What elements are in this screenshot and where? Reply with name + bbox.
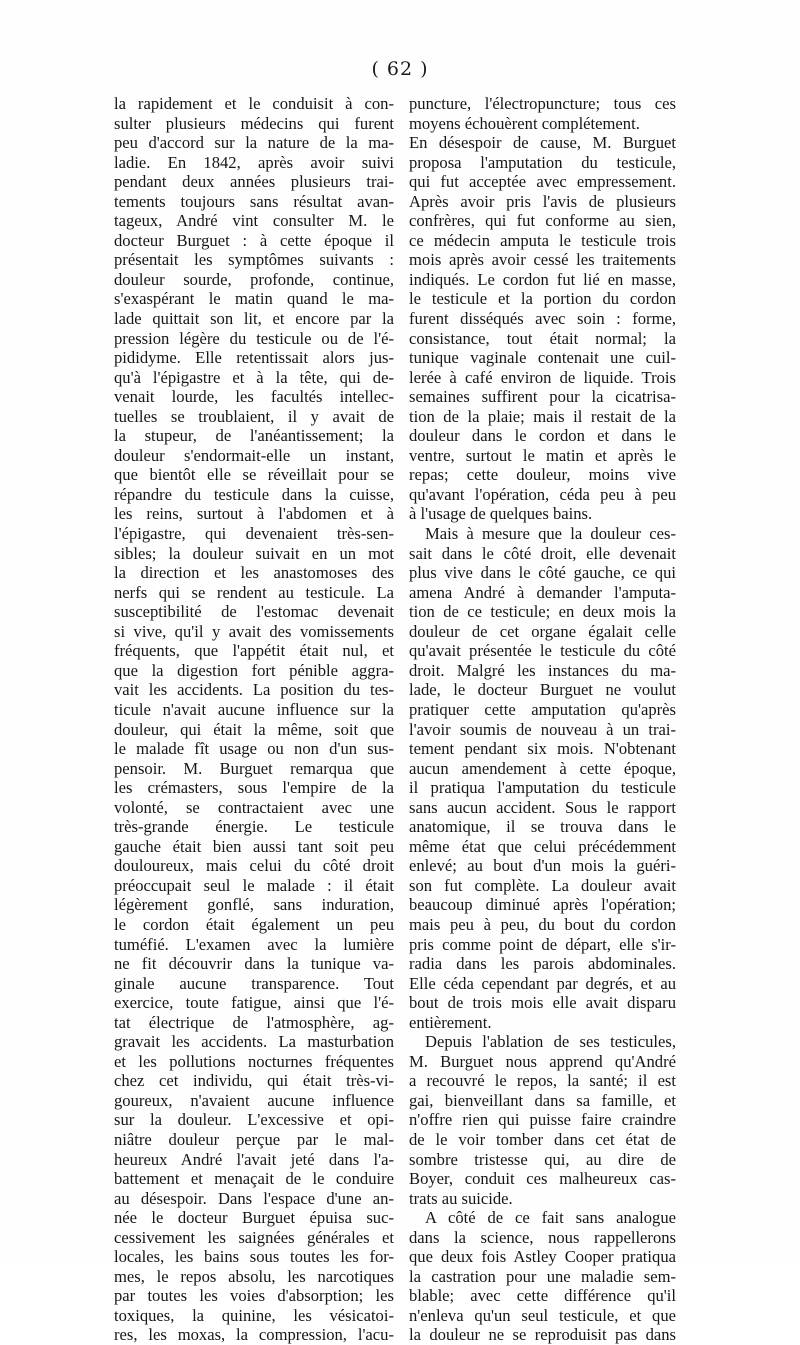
text-line: mes, le repos absolu, les narcotiques xyxy=(114,1266,394,1286)
text-line: la castration pour une maladie sem- xyxy=(409,1266,676,1286)
text-line: l'avoir soumis de nouveau à un trai- xyxy=(409,719,676,739)
text-line: proposa l'amputation du testicule, xyxy=(409,152,676,172)
text-line: au désespoir. Dans l'espace d'une an- xyxy=(114,1188,394,1208)
text-line: lade quittait son lit, et encore par la xyxy=(114,309,394,329)
text-line: bout de trois mois elle avait disparu xyxy=(409,993,676,1013)
text-line: radia dans les parois abdominales. xyxy=(409,954,676,974)
text-line: susceptibilité de l'estomac devenait xyxy=(114,602,394,622)
text-line: M. Burguet nous apprend qu'André xyxy=(409,1051,676,1071)
text-line: que bientôt elle se réveillait pour se xyxy=(114,465,394,485)
text-line: sibles; la douleur suivait en un mot xyxy=(114,543,394,563)
text-line: la douleur ne se reproduisit pas dans xyxy=(409,1325,676,1345)
text-line: douleur de cet organe égalait celle xyxy=(409,621,676,641)
text-line: heureux André l'avait jeté dans l'a- xyxy=(114,1149,394,1169)
text-line: et les pollutions nocturnes fréquentes xyxy=(114,1051,394,1071)
text-line: cessivement les saignées générales et xyxy=(114,1227,394,1247)
text-line: tement pendant six mois. N'obtenant xyxy=(409,739,676,759)
text-line: Boyer, conduit ces malheureux cas- xyxy=(409,1169,676,1189)
text-line: aucun amendement à cette époque, xyxy=(409,758,676,778)
text-line: sulter plusieurs médecins qui furent xyxy=(114,113,394,133)
text-line: tageux, André vint consulter M. le xyxy=(114,211,394,231)
text-line: pensoir. M. Burguet remarqua que xyxy=(114,758,394,778)
text-line: très-grande énergie. Le testicule xyxy=(114,817,394,837)
text-line: ticule n'avait aucune influence sur la xyxy=(114,699,394,719)
text-line: mais peu à peu, du bout du cordon xyxy=(409,914,676,934)
text-line: la stupeur, de l'anéantissement; la xyxy=(114,426,394,446)
text-line: de le voir tomber dans cet état de xyxy=(409,1129,676,1149)
text-line: res, les moxas, la compression, l'acu- xyxy=(114,1325,394,1345)
text-line: blable; avec cette différence qu'il xyxy=(409,1286,676,1306)
text-line: trats au suicide. xyxy=(409,1188,513,1208)
text-line: vait les accidents. La position du tes- xyxy=(114,680,394,700)
text-line: gai, bienveillant dans sa famille, et xyxy=(409,1090,676,1110)
text-line: il pratiqua l'amputation du testicule xyxy=(409,778,676,798)
text-line: qui fut acceptée avec empressement. xyxy=(409,172,676,192)
text-line: la direction et les anastomoses des xyxy=(114,563,394,583)
text-line: même état que celui précédemment xyxy=(409,836,676,856)
text-line: sur la douleur. L'excessive et opi- xyxy=(114,1110,394,1130)
text-line: En désespoir de cause, M. Burguet xyxy=(409,133,676,153)
text-line: entièrement. xyxy=(409,1012,492,1032)
text-line: tements toujours sans résultat avan- xyxy=(114,191,394,211)
text-line: ventre, surtout le matin et après le xyxy=(409,445,676,465)
text-line: Après avoir pris l'avis de plusieurs xyxy=(409,191,676,211)
text-line: son fut complète. La douleur avait xyxy=(409,875,676,895)
text-line: anatomique, il se trouva dans le xyxy=(409,817,676,837)
text-line: furent disséqués avec soin : forme, xyxy=(409,309,676,329)
text-line: amena André à demander l'amputa- xyxy=(409,582,676,602)
text-line: le testicule et la portion du cordon xyxy=(409,289,676,309)
text-line: volonté, se contractaient avec une xyxy=(114,797,394,817)
page-number: ( 62 ) xyxy=(371,58,429,80)
text-line: pression légère du testicule ou de l'é- xyxy=(114,328,394,348)
text-line: sans aucun accident. Sous le rapport xyxy=(409,797,676,817)
text-line: tion de la plaie; mais il restait de la xyxy=(409,406,676,426)
text-line: n'enleva qu'un seul testicule, et que xyxy=(409,1305,676,1325)
text-line: pididyme. Elle retentissait alors jus- xyxy=(114,348,394,368)
text-line: indiqués. Le cordon fut lié en masse, xyxy=(409,269,676,289)
text-line: le cordon était également un peu xyxy=(114,914,394,934)
text-line: douleur sourde, profonde, continue, xyxy=(114,269,394,289)
text-line: docteur Burguet : à cette époque il xyxy=(114,230,394,250)
text-line: tunique vaginale contenait une cuil- xyxy=(409,348,676,368)
text-line: chez cet individu, qui était très-vi- xyxy=(114,1071,394,1091)
text-line: qu'avait présentée le testicule du côté xyxy=(409,641,676,661)
text-line: à l'usage de quelques bains. xyxy=(409,504,593,524)
text-line: ginale aucune transparence. Tout xyxy=(114,973,394,993)
text-line: plus vive dans le côté gauche, ce qui xyxy=(409,563,676,583)
text-line: n'offre rien qui puisse faire craindre xyxy=(409,1110,676,1130)
text-line: douloureux, mais celui du côté droit xyxy=(114,856,394,876)
right-text-column xyxy=(409,94,676,1345)
text-line: beaucoup diminué après l'opération; xyxy=(409,895,676,915)
text-line: battement et menaçait de le conduire xyxy=(114,1169,394,1189)
text-line: tuméfié. L'examen avec la lumière xyxy=(114,934,394,954)
text-line: semaines suffirent pour la cicatrisa- xyxy=(409,387,676,407)
text-line: la rapidement et le conduisit à con- xyxy=(114,94,394,113)
text-line: présentait les symptômes suivants : xyxy=(114,250,394,270)
text-line: venait lourde, les facultés intellec- xyxy=(114,387,394,407)
text-line: gravait les accidents. La masturbation xyxy=(114,1032,394,1052)
text-line: douleur, qui était la même, soit que xyxy=(114,719,394,739)
text-line: Depuis l'ablation de ses testicules, xyxy=(425,1032,676,1052)
text-line: A côté de ce fait sans analogue xyxy=(425,1208,676,1228)
text-line: toxiques, la quinine, les vésicatoi- xyxy=(114,1305,394,1325)
text-line: consistance, tout était normal; la xyxy=(409,328,676,348)
text-line: tuelles se troublaient, il y avait de xyxy=(114,406,394,426)
text-line: nerfs qui se rendent au testicule. La xyxy=(114,582,394,602)
text-line: mois après avoir cessé les traitements xyxy=(409,250,676,270)
text-line: douleur dans le cordon et dans le xyxy=(409,426,676,446)
text-line: répandre du testicule dans la cuisse, xyxy=(114,484,394,504)
text-line: le malade fît usage ou non d'un sus- xyxy=(114,739,394,759)
text-line: ce médecin amputa le testicule trois xyxy=(409,230,676,250)
text-line: droit. Malgré les instances du ma- xyxy=(409,660,676,680)
text-line: que la digestion fort pénible aggra- xyxy=(114,660,394,680)
text-line: les crémasters, sous l'empire de la xyxy=(114,778,394,798)
text-line: si vive, qu'il y avait des vomissements xyxy=(114,621,394,641)
text-line: lerée à café environ de liquide. Trois xyxy=(409,367,676,387)
text-line: peu d'accord sur la nature de la ma- xyxy=(114,133,394,153)
text-line: pendant deux années plusieurs trai- xyxy=(114,172,394,192)
text-line: sombre tristesse qui, au dire de xyxy=(409,1149,676,1169)
text-line: a recouvré le repos, la santé; il est xyxy=(409,1071,676,1091)
text-line: niâtre douleur perçue par le mal- xyxy=(114,1129,394,1149)
text-line: lade, le docteur Burguet ne voulut xyxy=(409,680,676,700)
text-line: née le docteur Burguet épuisa suc- xyxy=(114,1208,394,1228)
text-line: les reins, surtout à l'abdomen et à xyxy=(114,504,394,524)
text-line: préoccupait seul le malade : il était xyxy=(114,875,394,895)
text-line: repas; cette douleur, moins vive xyxy=(409,465,676,485)
text-line: par toutes les voies d'absorption; les xyxy=(114,1286,394,1306)
text-line: s'exaspérant le matin quand le ma- xyxy=(114,289,394,309)
text-line: légèrement gonflé, sans induration, xyxy=(114,895,394,915)
text-line: pris comme point de départ, elle s'ir- xyxy=(409,934,676,954)
text-line: ladie. En 1842, après avoir suivi xyxy=(114,152,394,172)
text-line: moyens échouèrent complétement. xyxy=(409,113,640,133)
text-line: ne fit découvrir dans la tunique va- xyxy=(114,954,394,974)
text-line: puncture, l'électropuncture; tous ces xyxy=(409,94,676,113)
text-line: dans la science, nous rappellerons xyxy=(409,1227,676,1247)
text-line: fréquents, que l'appétit était nul, et xyxy=(114,641,394,661)
text-line: gauche était bien aussi tant soit peu xyxy=(114,836,394,856)
text-line: douleur s'endormait-elle un instant, xyxy=(114,445,394,465)
text-line: qu'à l'épigastre et à la tête, qui de- xyxy=(114,367,394,387)
left-text-column xyxy=(114,94,394,1345)
text-line: Mais à mesure que la douleur ces- xyxy=(425,524,676,544)
text-line: exercice, toute fatigue, ainsi que l'é- xyxy=(114,993,394,1013)
text-line: tion de ce testicule; en deux mois la xyxy=(409,602,676,622)
text-line: Elle céda cependant par degrés, et au xyxy=(409,973,676,993)
text-line: sait dans le côté droit, elle devenait xyxy=(409,543,676,563)
text-line: locales, les bains sous toutes les for- xyxy=(114,1247,394,1267)
text-line: que deux fois Astley Cooper pratiqua xyxy=(409,1247,676,1267)
text-line: qu'avant l'opération, céda peu à peu xyxy=(409,484,676,504)
text-line: tat électrique de l'atmosphère, ag- xyxy=(114,1012,394,1032)
text-line: enlevé; au bout d'un mois la guéri- xyxy=(409,856,676,876)
text-line: goureux, n'avaient aucune influence xyxy=(114,1090,394,1110)
text-line: pratiquer cette amputation qu'après xyxy=(409,699,676,719)
text-line: l'épigastre, qui devenaient très-sen- xyxy=(114,524,394,544)
text-line: confrères, qui fut conforme au sien, xyxy=(409,211,676,231)
